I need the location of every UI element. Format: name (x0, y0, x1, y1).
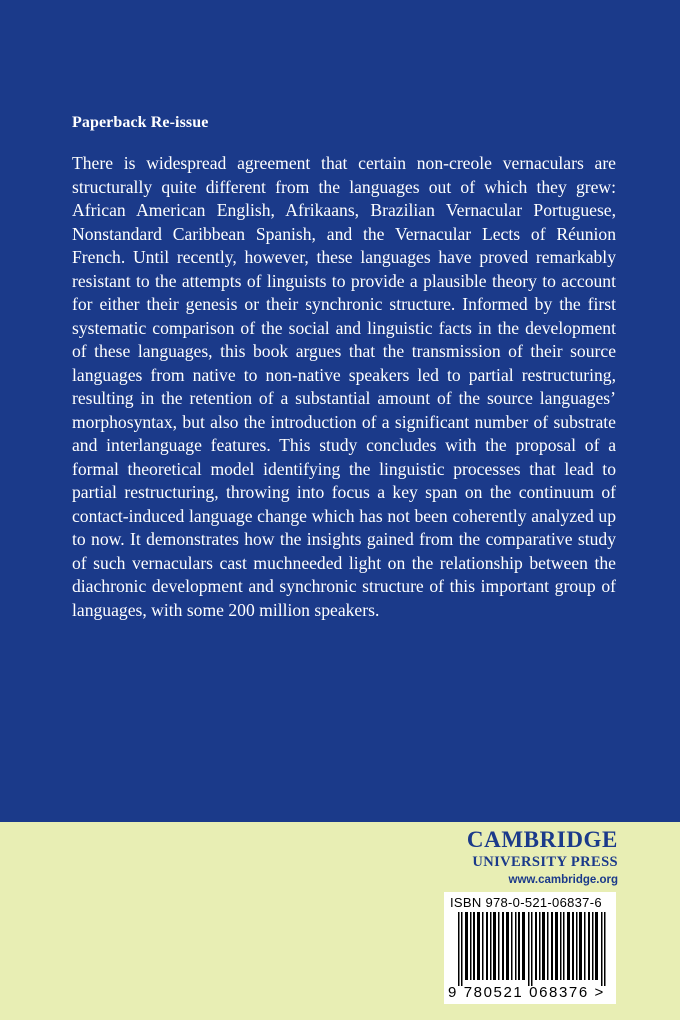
publisher-url: www.cambridge.org (508, 874, 618, 886)
publisher-logo (440, 828, 618, 871)
book-description: There is widespread agreement that certain non-creole vernaculars are structurally quite different from the languages out of which they grew: African American English, Afrikaans, Brazilian Vernacular Portuguese, Nonstandard Caribbean Spanish, and the Vernacular Lects of Réunion French. Until recently, however, these languages have proved remarkably resistant to the attempts of linguists to provide a plausible theory to account for either their genesis or their synchronic structure. Informed by the first systematic comparison of the social and linguistic facts in the development of these languages, this book argues that the transmission of their source languages from native to non-native speakers led to partial restructuring, resulting in the retention of a substantial amount of the source languages’ morphosyntax, but also the introduction of a significant number of substrate and interlanguage features. This study concludes with the proposal of a formal theoretical model identifying the linguistic processes that lead to partial restructuring, throwing into focus a key span on the continuum of contact-induced language change which has not been coherently analyzed up to now. It demonstrates how the insights gained from the comparative study of such vernaculars cast muchneeded light on the relationship between the diachronic development and synchronic structure of this important group of languages, with some 200 million speakers. (72, 153, 616, 620)
edition-label: Paperback Re-issue (72, 114, 209, 131)
barcode-bars-icon (458, 912, 606, 986)
barcode-digits: 9 780521 068376 > (448, 984, 605, 1001)
publisher-press: UNIVERSITY PRESS (472, 854, 618, 870)
publisher-name: CAMBRIDGE (466, 827, 618, 852)
barcode-box (444, 892, 616, 1004)
isbn-text: ISBN 978-0-521-06837-6 (450, 895, 602, 910)
